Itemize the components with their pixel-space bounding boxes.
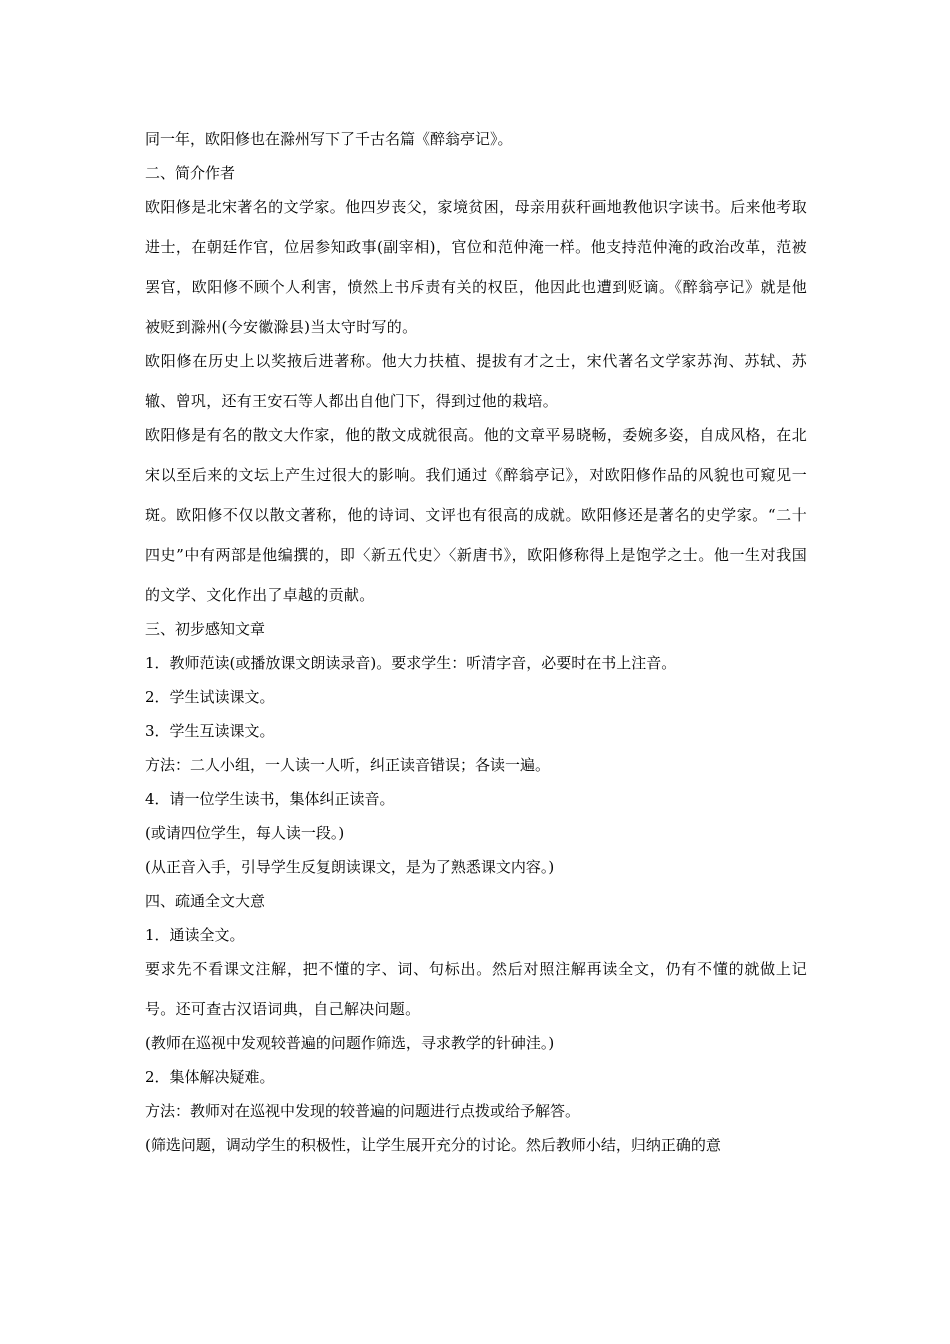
list-item-collective-solve: 2．集体解决疑难。 — [145, 1068, 275, 1086]
paragraph-author-bio: 欧阳修是北宋著名的文学家。他四岁丧父，家境贫困，母亲用荻秆画地教他识字读书。后来他考取进士，在朝廷作官，位居参知政事(副宰相)，官位和范仲淹一样。他支持范仲淹的政治改革，范被罢官，欧阳修不顾个人利害，愤然上书斥责有关的权臣，他因此也遭到贬谪。《醉翁亭记》就是他被贬到滁州(今安徽滁县)当太守时写的。 — [145, 198, 807, 336]
paragraph-note-pronunciation: (从正音入手，引导学生反复朗读课文，是为了熟悉课文内容。) — [145, 858, 555, 876]
paragraph-author-mentor: 欧阳修在历史上以奖掖后进著称。他大力扶植、提拔有才之士，宋代著名文学家苏洵、苏轼、苏辙、曾巩，还有王安石等人都出自他门下，得到过他的栽培。 — [145, 352, 807, 410]
paragraph-note-four-students: (或请四位学生，每人读一段。) — [145, 824, 345, 842]
document-page — [145, 128, 807, 1168]
paragraph-intro: 同一年，欧阳修也在滁州写下了千古名篇《醉翁亭记》。 — [145, 130, 513, 148]
paragraph-note-teacher-patrol: (教师在巡视中发观较普遍的问题作筛选，寻求教学的针砷洼。) — [145, 1034, 555, 1052]
paragraph-author-prose: 欧阳修是有名的散文大作家，他的散文成就很高。他的文章平易晓畅，委婉多姿，自成风格，在北宋以至后来的文坛上产生过很大的影响。我们通过《醉翁亭记》，对欧阳修作品的风貌也可窥见一斑。欧阳修不仅以散文著称，他的诗词、文评也有很高的成就。欧阳修还是著名的史学家。“二十四史”中有两部是他编撰的，即〈新五代史〉〈新唐书》，欧阳修称得上是饱学之士。他一生对我国的文学、文化作出了卓越的贡献。 — [145, 426, 807, 604]
paragraph-method-teacher: 方法：教师对在巡视中发现的较普遍的问题进行点拨或给予解答。 — [145, 1102, 581, 1120]
section-heading-meaning: 四、疏通全文大意 — [145, 892, 266, 910]
list-item-peer-reading: 3．学生互读课文。 — [145, 722, 275, 740]
list-item-trial-reading: 2．学生试读课文。 — [145, 688, 275, 706]
paragraph-method-pairs: 方法：二人小组，一人读一人听，纠正读音错误；各读一遍。 — [145, 756, 551, 774]
paragraph-requirement: 要求先不看课文注解，把不懂的字、词、句标出。然后对照注解再读全文，仍有不懂的就做上记号。还可查古汉语词典，自己解决问题。 — [145, 960, 807, 1018]
paragraph-note-discussion: (筛选问题，调动学生的积极性，让学生展开充分的讨论。然后教师小结，归纳正确的意 — [145, 1136, 721, 1154]
list-item-teacher-reading: 1．教师范读(或播放课文朗读录音)。要求学生：听清字音，必要时在书上注音。 — [145, 654, 677, 672]
list-item-student-reading: 4．请一位学生读书，集体纠正读音。 — [145, 790, 395, 808]
section-heading-author: 二、简介作者 — [145, 164, 236, 182]
list-item-read-through: 1．通读全文。 — [145, 926, 245, 944]
section-heading-perception: 三、初步感知文章 — [145, 620, 266, 638]
